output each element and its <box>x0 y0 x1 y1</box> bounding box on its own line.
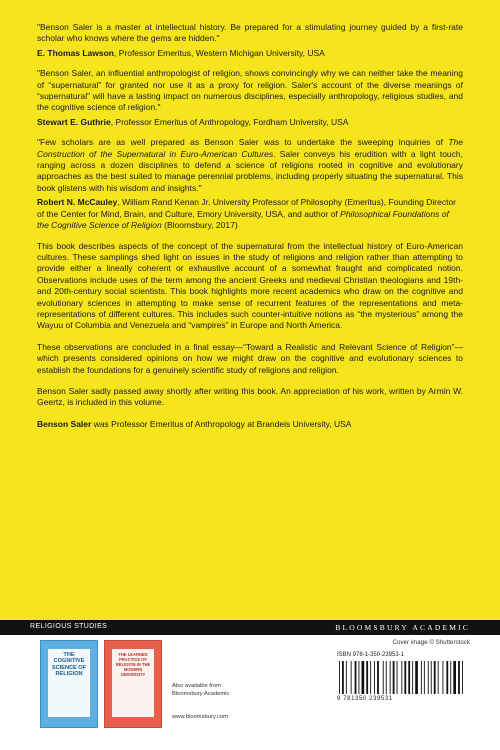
barcode-bar <box>428 661 429 694</box>
barcode-bar <box>397 661 398 694</box>
barcode-bar <box>346 661 347 694</box>
barcode-bar <box>377 661 379 694</box>
barcode-bar <box>408 661 410 694</box>
barcode-bar <box>355 661 357 694</box>
book-title-reference: The Construction of the Supernatural in Euro-American Cultures <box>37 137 463 159</box>
description-paragraph: This book describes aspects of the concept of the supernatural from the intellectual history of Euro-American cultures. These samplings shed light on issues in the study of religions and religion rather than attempting to provide either a lineally coherent or exhaustive account of a somewhat fraught and complicated notion. Observations include uses of the term among the ancient Greeks and medieval Christian theologians and 19th- and 20th-century social scientists. This book highlights more recent academics who draw on the cognitive and evolutionary sciences in attempting to make sense of recurrent features of the representations and meta-representations of different cultures. This includes such counter-intuitive notions as “the mysterious” among the Wayuu of Columbia and Venezuela and “vampires” in Europe and North America. <box>37 240 463 331</box>
related-book-cover[interactable] <box>40 640 98 728</box>
endorsement-attribution <box>37 197 463 231</box>
endorser-name: Robert N. McCauley <box>37 197 118 208</box>
barcode-bar <box>362 661 365 694</box>
quote-text: "Few scholars are as well prepared as Benson Saler was to undertake the sweeping inquiries of <box>37 137 449 148</box>
endorsement-quote: "Benson Saler, an influential anthropologist of religion, shows convincingly why we can neither take the meaning of “supernatural” for granted nor use it as a proxy for religion. Saler's account of the diverse meanings of “supernatural” will have a lasting impact on numerous disciplines, especially anthropology, religious studies, and the cognitive science of religion." <box>37 68 463 113</box>
endorser-affiliation: , Professor Emeritus of Anthropology, Fordham University, USA <box>110 116 349 127</box>
barcode-bar <box>462 661 463 694</box>
book-title-reference: Philosophical Foundations of the Cognitive Science of Religion <box>37 208 449 231</box>
endorsement-quote <box>37 137 463 194</box>
barcode-bar <box>366 661 368 694</box>
barcode-bar <box>374 661 375 694</box>
also-available-line: Also available from <box>172 683 221 689</box>
barcode-bar <box>431 661 432 694</box>
related-book-title: THE COGNITIVE SCIENCE OF RELIGION <box>48 649 90 717</box>
endorser-affiliation: , Professor Emeritus, Western Michigan University, USA <box>114 47 325 58</box>
barcode-bar <box>351 661 352 694</box>
barcode-bar <box>450 661 451 694</box>
barcode-bar <box>370 661 371 694</box>
back-cover-text <box>37 22 463 430</box>
related-book-title: THE LEARNED PRACTICE OF RELIGION IN THE MODERN UNIVERSITY <box>112 649 154 717</box>
author-bio <box>37 419 463 430</box>
endorsement-attribution <box>37 48 463 59</box>
barcode-bar <box>415 661 418 694</box>
barcode-bar <box>339 661 340 694</box>
also-available-line: Bloomsbury Academic <box>172 691 230 697</box>
barcode-bar <box>404 661 406 694</box>
publisher-logo: BLOOMSBURY ACADEMIC <box>335 623 470 632</box>
cover-image-credit: Cover image © Shutterstock <box>392 639 470 646</box>
endorsement-attribution <box>37 117 463 128</box>
publisher-website[interactable]: www.bloomsbury.com <box>172 714 228 720</box>
barcode-bar <box>390 661 391 694</box>
also-available-note <box>172 682 229 698</box>
barcode-bar <box>359 661 360 694</box>
series-label: RELIGIOUS STUDIES <box>30 623 108 630</box>
author-bio-text: was Professor Emeritus of Anthropology at Brandeis University, USA <box>91 418 352 429</box>
barcode-bar <box>434 661 436 694</box>
barcode-bar <box>438 661 439 694</box>
series-band <box>0 620 500 635</box>
barcode-bar <box>421 661 422 694</box>
quote-text: . Saler conveys his erudition with a light touch, ranging across a dozen disciplines to defend a science of religions rooted in cognitive and evolutionary approaches as the best suited to manage perennial problems, including properly situating the supernatural. This book glistens with his wisdom and insights." <box>37 148 463 193</box>
barcode-number: 9 781350 239531 <box>337 696 393 702</box>
endorser-name: E. Thomas Lawson <box>37 47 114 58</box>
barcode-bar <box>443 661 444 694</box>
barcode-bar <box>401 661 402 694</box>
isbn: ISBN 978-1-350-23953-1 <box>337 652 405 658</box>
endorser-name: Stewart E. Guthrie <box>37 116 111 127</box>
barcode-bar <box>412 661 413 694</box>
barcode <box>337 661 467 694</box>
barcode-bar <box>386 661 387 694</box>
barcode-bar <box>393 661 395 694</box>
barcode-bar <box>424 661 425 694</box>
barcode-bar <box>446 661 448 694</box>
barcode-bar <box>342 661 344 694</box>
description-paragraph: Benson Saler sadly passed away shortly after writing this book. An appreciation of his work, written by Armin W. Geertz, is included in this volume. <box>37 385 463 408</box>
cover-footer <box>0 620 500 750</box>
barcode-bar <box>383 661 384 694</box>
description-paragraph: These observations are concluded in a final essay—“Toward a Realistic and Relevant Science of Religion”—which presents considered opinions on how we might draw on the cognitive and evolutionary sciences to establish the foundations for a genuinely scientific study of religions and religion. <box>37 341 463 375</box>
endorser-affiliation: , William Rand Kenan Jr. University Professor of Philosophy (Emeritus), Founding Director of the Center for Mind, Brain, and Culture, Emory University, USA, and author of <box>37 197 457 219</box>
endorser-affiliation: (Bloomsbury, 2017) <box>161 220 238 231</box>
barcode-bar <box>453 661 456 694</box>
barcode-bar <box>458 661 460 694</box>
author-name: Benson Saler <box>37 418 92 429</box>
related-book-cover[interactable] <box>104 640 162 728</box>
endorsement-quote: "Benson Saler is a master at intellectual history. Be prepared for a stimulating journey guided by a first-rate scholar who knows where the gems are hidden." <box>37 22 463 44</box>
